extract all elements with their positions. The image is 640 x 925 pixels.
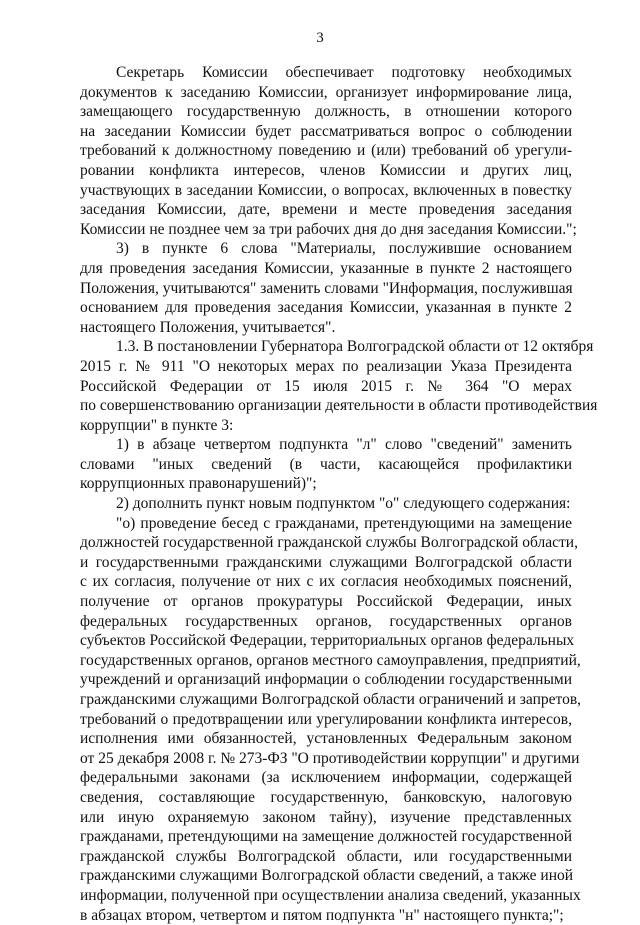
text-line: требований о предотвращении или урегулировании конфликта интересов, <box>80 710 572 728</box>
text-line: в абзацах втором, четвертом и пятом подпункта "н" настоящего пункта;"; <box>80 906 564 924</box>
text-line: Положения, учитываются" заменить словами "Информация, послужившая <box>80 279 573 297</box>
text-line: 2015 г. № 911 "О некоторых мерах по реализации Указа Президента <box>80 357 572 375</box>
text-line: гражданскими служащими Волгоградской области ограничений и запретов, <box>80 691 582 708</box>
text-line: требований к должностному поведению и (или) требований об урегули- <box>80 142 572 160</box>
text-line: ровании конфликта интересов, членов Комиссии и других лиц, <box>80 161 572 179</box>
text-line: словами "иных сведений (в части, касающейся профилактики <box>80 455 572 473</box>
text-line: коррупции" в пункте 3: <box>80 416 234 434</box>
text-line: замещающего государственную должность, в отношении которого <box>80 103 572 121</box>
text-line: заседания Комиссии, дате, времени и месте проведения заседания <box>80 201 572 219</box>
text-line: исполнения ими обязанностей, установленных Федеральным законом <box>80 730 572 748</box>
text-line: документов к заседанию Комиссии, организует информирование лица, <box>80 83 572 101</box>
text-line: с их согласия, получение от них с их согласия необходимых пояснений, <box>80 573 572 591</box>
text-line: информации, полученной при осуществлении анализа сведений, указанных <box>80 886 581 904</box>
text-line: коррупционных правонарушений)"; <box>80 475 317 493</box>
text-line: Российской Федерации от 15 июля 2015 г. № 364 "О мерах <box>80 377 572 395</box>
text-line: "о) проведение бесед с гражданами, претендующими на замещение <box>116 514 572 532</box>
text-line: Комиссии не позднее чем за три рабочих дня до дня заседания Комиссии."; <box>80 220 577 238</box>
text-line: 1.3. В постановлении Губернатора Волгоградской области от 12 октября <box>116 338 594 356</box>
text-line: субъектов Российской Федерации, территориальных органов федеральных <box>80 632 575 650</box>
text-line: по совершенствованию организации деятельности в области противодействия <box>80 397 598 415</box>
text-line: федеральных государственных органов, государственных органов <box>80 612 572 630</box>
text-line: сведения, составляющие государственную, банковскую, налоговую <box>80 788 572 806</box>
text-line: Секретарь Комиссии обеспечивает подготовку необходимых <box>116 64 572 81</box>
text-line: государственных органов, органов местного самоуправления, предприятий, <box>80 651 581 669</box>
document-body <box>80 63 598 925</box>
text-line: должностей государственной гражданской службы Волгоградской области, <box>80 534 578 552</box>
text-line: учреждений и организаций информации о соблюдении государственными <box>80 671 572 689</box>
text-line: получение от органов прокуратуры Российской Федерации, иных <box>80 593 572 611</box>
text-line: для проведения заседания Комиссии, указанные в пункте 2 настоящего <box>80 259 572 277</box>
text-line: основанием для проведения заседания Комиссии, указанная в пункте 2 <box>80 299 572 317</box>
text-line: федеральными законами (за исключением информации, содержащей <box>80 769 572 787</box>
text-line: 2) дополнить пункт новым подпунктом "о" следующего содержания: <box>116 495 571 513</box>
text-line: настоящего Положения, учитывается". <box>80 318 336 336</box>
text-line: от 25 декабря 2008 г. № 273-ФЗ "О противодействии коррупции" и другими <box>80 749 580 767</box>
text-line: гражданами, претендующими на замещение должностей государственной <box>80 828 572 846</box>
text-line: участвующих в заседании Комиссии, о вопросах, включенных в повестку <box>80 181 572 199</box>
text-line: гражданской службы Волгоградской области, или государственными <box>80 847 572 865</box>
text-line: и государственными гражданскими служащими Волгоградской области <box>80 553 572 571</box>
text-line: 1) в абзаце четвертом подпункта "л" слово "сведений" заменить <box>116 436 572 454</box>
text-line: гражданскими служащими Волгоградской области сведений, а также иной <box>80 867 574 885</box>
page-number: 3 <box>316 30 324 46</box>
text-line: или иную охраняемую законом тайну), изучение представленных <box>80 808 572 826</box>
text-line: 3) в пункте 6 слова "Материалы, послужившие основанием <box>116 240 572 258</box>
text-line: на заседании Комиссии будет рассматриваться вопрос о соблюдении <box>80 122 572 140</box>
